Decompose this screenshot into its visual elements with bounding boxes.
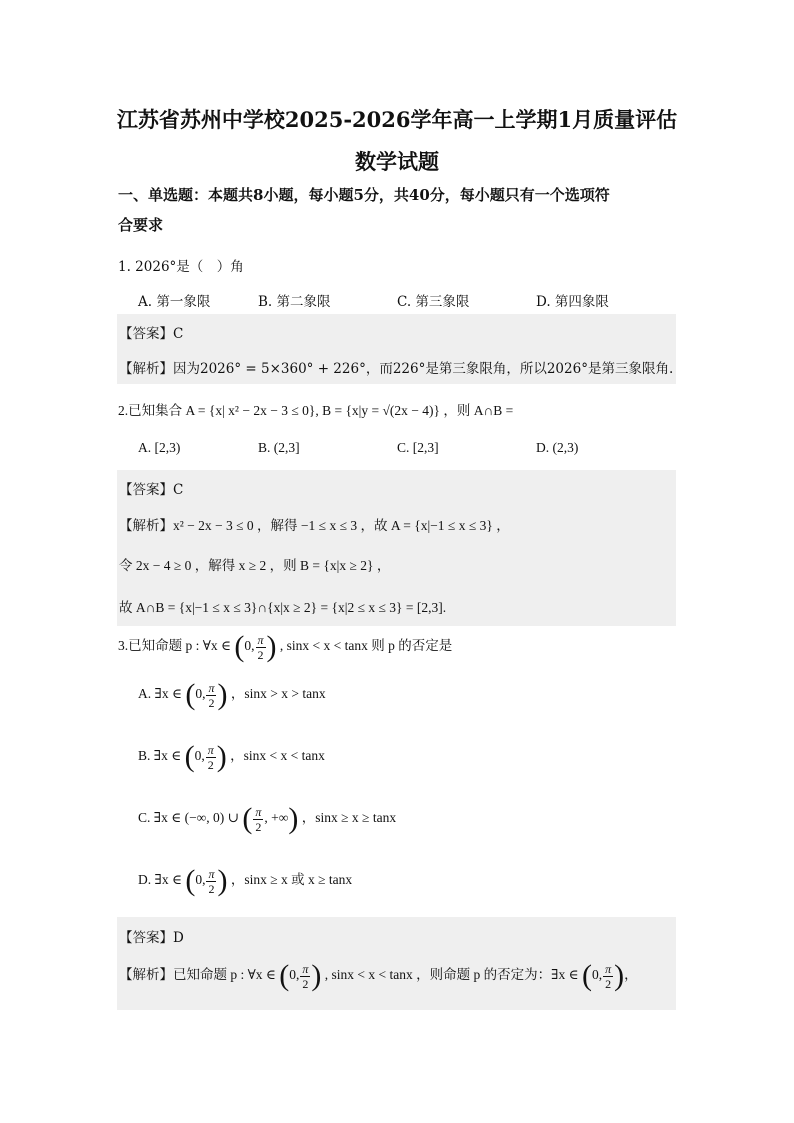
question-3-option-d: D. ∃x ∈ (0, $\frac{\pi}{2}$ ) ，sinx ≥ x 或 x ≥ tanx: [138, 864, 353, 897]
document-subtitle: 数学试题: [355, 149, 439, 174]
question-1-analysis: 【解析】因为2026° = 5×360° + 226°，而226°是第三象限角，所以2026°是第三象限角.: [119, 361, 674, 377]
section-heading-line2: 合要求: [118, 216, 164, 234]
section-heading: [118, 180, 678, 240]
section-heading-line1: 一、单选题：本题共8小题，每小题5分，共40分，每小题只有一个选项符: [118, 186, 610, 204]
question-2-option-c: C. [2,3]: [397, 440, 439, 455]
question-2-option-b: B. (2,3]: [258, 440, 300, 455]
question-2-analysis-line1: 【解析】x² − 2x − 3 ≤ 0 ，解得 −1 ≤ x ≤ 3 ，故 A = {x|−1 ≤ x ≤ 3} ，: [119, 518, 510, 533]
document-title: 江苏省苏州中学校2025-2026学年高一上学期1月质量评估: [116, 107, 678, 132]
question-2-stem: 2.已知集合 A = {x| x² − 2x − 3 ≤ 0}, B = {x|y = √(2x − 4)} ，则 A∩B =: [118, 403, 514, 418]
question-1-option-b: B. 第二象限: [258, 294, 331, 310]
question-3-answer: 【答案】D: [119, 930, 184, 946]
question-2-analysis-line2: 令 2x − 4 ≥ 0 ，解得 x ≥ 2 ，则 B = {x|x ≥ 2} ，: [119, 558, 391, 573]
pi-over-2-fraction: $\frac{\pi}{2}$: [257, 632, 264, 662]
question-2-answer-block: [117, 470, 676, 626]
question-3-option-c: C. ∃x ∈ (−∞, 0) ∪ ( $\frac{\pi}{2}$ , +∞) ，sinx ≥ x ≥ tanx: [138, 802, 397, 835]
question-1-answer-block: [117, 314, 676, 384]
question-1-option-c: C. 第三象限: [397, 294, 470, 310]
question-1-stem: 1. 2026°是（ ）角: [118, 259, 244, 275]
question-2-analysis-line3: 故 A∩B = {x|−1 ≤ x ≤ 3}∩{x|x ≥ 2} = {x|2 ≤ x ≤ 3} = [2,3].: [119, 600, 447, 615]
question-3-answer-block: [117, 917, 676, 1010]
question-3-analysis: 【解析】已知命题 p : ∀x ∈ (0, $\frac{\pi}{2}$ ) , sinx < x < tanx ，则命题 p 的否定为：∃x ∈ (0, $\frac{\pi}{2}$ )，: [119, 959, 638, 992]
question-3-option-a: A. ∃x ∈ (0, $\frac{\pi}{2}$ ) ，sinx > x > tanx: [138, 678, 326, 711]
question-1-option-a: A. 第一象限: [138, 294, 211, 310]
question-2-option-a: A. [2,3): [138, 440, 181, 455]
question-3-stem: 3.已知命题 p : ∀x ∈ (0, $\frac{\pi}{2}$ ) , sinx < x < tanx 则 p 的否定是: [118, 630, 453, 663]
question-3-option-b: B. ∃x ∈ (0, $\frac{\pi}{2}$ ) ，sinx < x < tanx: [138, 740, 325, 773]
question-1-option-d: D. 第四象限: [536, 294, 609, 310]
question-2-option-d: D. (2,3): [536, 440, 579, 455]
question-1-answer: 【答案】C: [119, 326, 184, 342]
question-2-answer: 【答案】C: [119, 482, 184, 498]
